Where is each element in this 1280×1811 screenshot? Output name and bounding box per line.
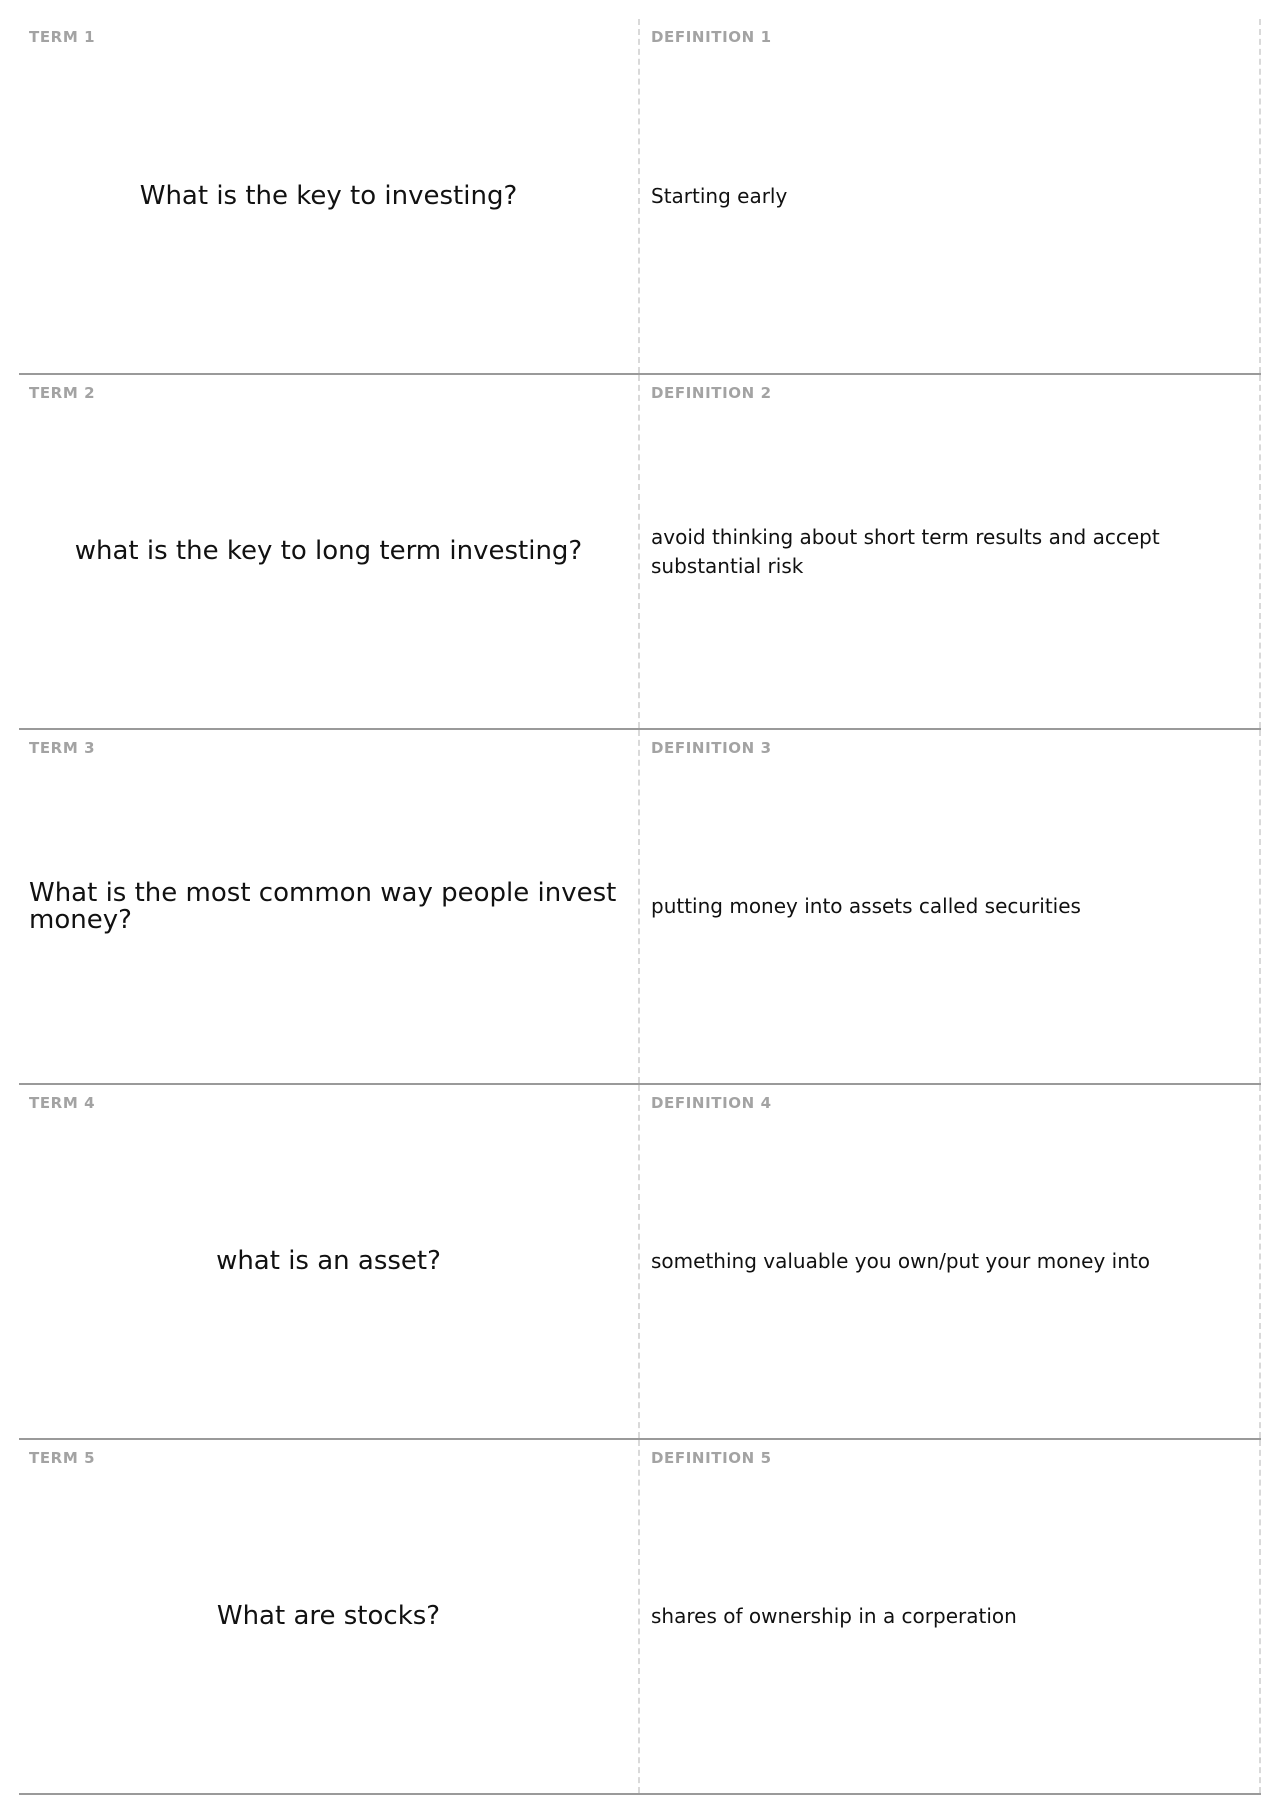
card-row (19, 730, 1261, 1085)
definition-text: putting money into assets called securities (651, 894, 1081, 918)
definition-text: avoid thinking about short term results and accept substantial risk (651, 524, 1160, 578)
term-label: TERM 1 (29, 28, 96, 46)
definition-cell (640, 1440, 1261, 1793)
card-row (19, 1085, 1261, 1440)
term-cell (19, 19, 640, 373)
term-text: What is the key to investing? (139, 180, 518, 211)
term-label: TERM 2 (29, 384, 96, 402)
term-cell (19, 730, 640, 1083)
term-text: What are stocks? (216, 1601, 441, 1631)
term-cell (19, 375, 640, 728)
definition-text: shares of ownership in a corperation (651, 1604, 1017, 1628)
term-label: TERM 5 (29, 1449, 96, 1467)
definition-cell (640, 1085, 1261, 1438)
definition-label: DEFINITION 1 (651, 28, 772, 46)
definition-label: DEFINITION 4 (651, 1094, 772, 1112)
definition-text: something valuable you own/put your money into (651, 1249, 1150, 1273)
term-text: What is the most common way people invest money? (29, 877, 617, 935)
term-label: TERM 3 (29, 739, 96, 757)
term-label: TERM 4 (29, 1094, 96, 1112)
definition-cell (640, 730, 1261, 1083)
term-cell (19, 1085, 640, 1438)
definition-label: DEFINITION 3 (651, 739, 772, 757)
flashcard-sheet (19, 19, 1261, 1795)
definition-text: Starting early (651, 183, 788, 208)
term-text: what is an asset? (216, 1246, 441, 1276)
term-cell (19, 1440, 640, 1793)
card-row (19, 1440, 1261, 1795)
definition-label: DEFINITION 2 (651, 384, 772, 402)
definition-cell (640, 375, 1261, 728)
card-row (19, 375, 1261, 730)
term-text: what is the key to long term investing? (74, 536, 583, 566)
card-row (19, 19, 1261, 375)
definition-cell (640, 19, 1261, 373)
definition-label: DEFINITION 5 (651, 1449, 772, 1467)
